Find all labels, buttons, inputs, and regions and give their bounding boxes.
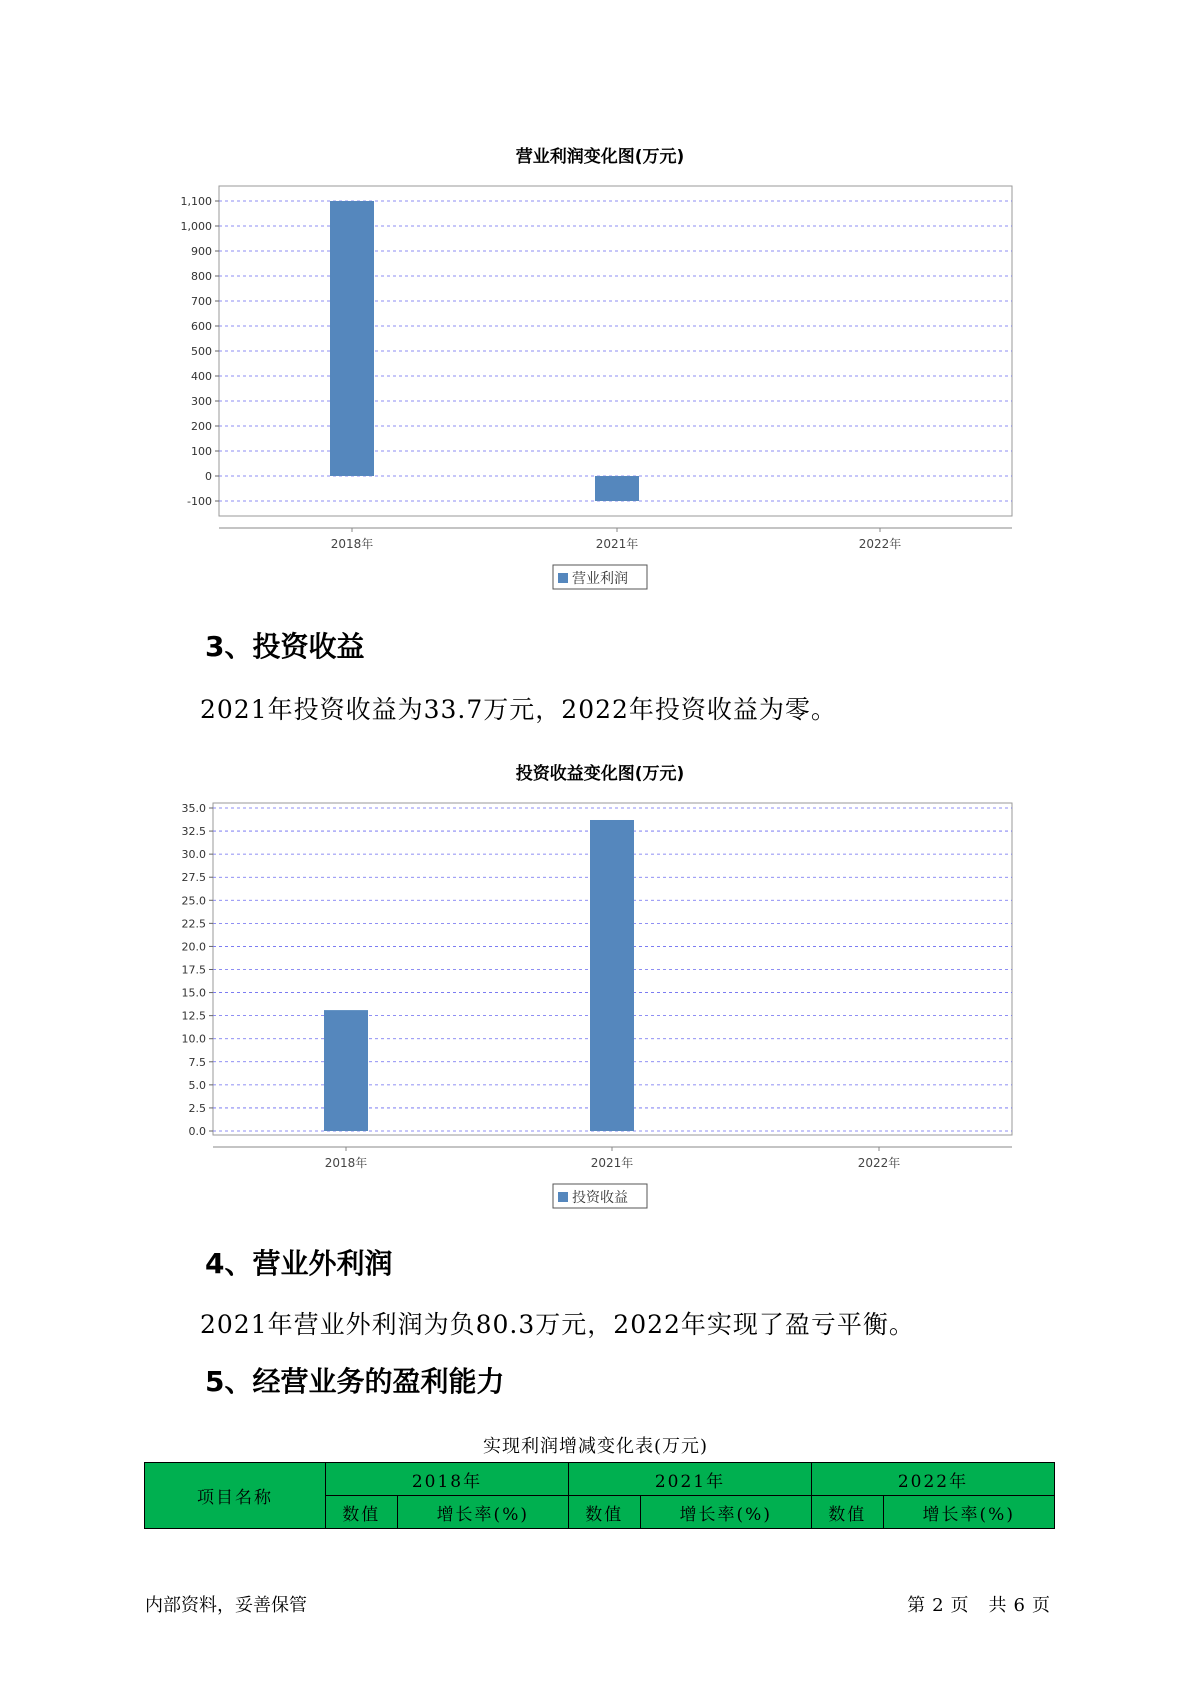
y-tick-label: 200 bbox=[191, 420, 212, 433]
y-tick-label: 20.0 bbox=[181, 940, 206, 954]
page-current: 2 bbox=[932, 1595, 945, 1616]
section-5-heading: 5、经营业务的盈利能力 bbox=[205, 1365, 505, 1398]
y-tick-label: 700 bbox=[191, 295, 212, 308]
y-tick-label: 1,100 bbox=[180, 195, 212, 208]
y-tick-label: 900 bbox=[191, 245, 212, 258]
profit-change-table bbox=[144, 1462, 1055, 1529]
chart-title: 投资收益变化图(万元) bbox=[515, 764, 685, 784]
growth-header-2022: 增长率(%) bbox=[883, 1496, 1054, 1529]
y-tick-label: 300 bbox=[191, 395, 212, 408]
y-tick-label: 5.0 bbox=[188, 1078, 206, 1092]
y-tick-label: 0 bbox=[205, 470, 212, 483]
y-tick-label: 0.0 bbox=[188, 1125, 206, 1138]
y-tick-label: 1,000 bbox=[180, 220, 212, 233]
growth-header-2021: 增长率(%) bbox=[640, 1496, 811, 1529]
year-header-2021: 2021年 bbox=[568, 1463, 811, 1496]
y-tick-label: 400 bbox=[191, 370, 212, 383]
x-tick-label: 2021年 bbox=[595, 537, 639, 551]
y-tick-label: 15.0 bbox=[181, 986, 206, 1000]
x-tick-label: 2018年 bbox=[330, 537, 374, 551]
year-header-2018: 2018年 bbox=[326, 1463, 569, 1496]
section-4-heading: 4、营业外利润 bbox=[205, 1247, 393, 1280]
y-tick-label: 22.5 bbox=[181, 917, 206, 931]
y-tick-label: 35.0 bbox=[181, 802, 206, 815]
table-caption: 实现利润增减变化表(万元) bbox=[482, 1436, 709, 1457]
legend-swatch bbox=[558, 573, 568, 583]
y-tick-label: 800 bbox=[191, 270, 212, 283]
y-tick-label: 25.0 bbox=[181, 894, 206, 908]
y-tick-label: -100 bbox=[187, 495, 212, 508]
section-3-text: 2021年投资收益为33.7万元，2022年投资收益为零。 bbox=[200, 695, 837, 724]
page-mid: 页 共 bbox=[950, 1595, 1008, 1616]
x-tick-label: 2018年 bbox=[324, 1156, 368, 1170]
x-tick-label: 2022年 bbox=[858, 537, 902, 551]
growth-header-2018: 增长率(%) bbox=[397, 1496, 568, 1529]
y-tick-label: 2.5 bbox=[188, 1101, 206, 1115]
y-tick-label: 100 bbox=[191, 445, 212, 458]
investment-income-chart bbox=[0, 755, 1191, 1219]
legend-label: 营业利润 bbox=[572, 571, 628, 587]
y-tick-label: 32.5 bbox=[181, 825, 206, 839]
legend-swatch bbox=[558, 1192, 568, 1202]
page-total: 6 bbox=[1013, 1595, 1026, 1616]
footer-confidential-note: 内部资料，妥善保管 bbox=[145, 1595, 307, 1616]
x-tick-label: 2022年 bbox=[857, 1156, 901, 1170]
operating-profit-chart-svg bbox=[0, 138, 1191, 598]
investment-income-chart-svg bbox=[0, 755, 1191, 1215]
page-prefix: 第 bbox=[907, 1595, 927, 1616]
bar bbox=[330, 201, 374, 476]
y-tick-label: 7.5 bbox=[188, 1055, 206, 1069]
table-header-row-years bbox=[145, 1463, 1055, 1496]
operating-profit-chart bbox=[0, 138, 1191, 602]
item-name-header: 项目名称 bbox=[145, 1463, 326, 1529]
y-tick-label: 10.0 bbox=[181, 1032, 206, 1046]
footer-page-number bbox=[904, 1591, 1054, 1617]
y-tick-label: 600 bbox=[191, 320, 212, 333]
section-4-text: 2021年营业外利润为负80.3万元，2022年实现了盈亏平衡。 bbox=[200, 1310, 915, 1339]
chart-title: 营业利润变化图(万元) bbox=[515, 147, 685, 167]
page-suffix: 页 bbox=[1032, 1595, 1051, 1616]
bar bbox=[595, 476, 639, 501]
y-tick-label: 30.0 bbox=[181, 848, 206, 862]
y-tick-label: 27.5 bbox=[181, 871, 206, 885]
section-3-heading: 3、投资收益 bbox=[205, 630, 365, 663]
value-header-2018: 数值 bbox=[326, 1496, 398, 1529]
chart-legend bbox=[553, 1184, 647, 1208]
bar bbox=[324, 1010, 368, 1131]
bar bbox=[590, 820, 634, 1131]
year-header-2022: 2022年 bbox=[811, 1463, 1054, 1496]
x-tick-label: 2021年 bbox=[590, 1156, 634, 1170]
y-tick-label: 17.5 bbox=[181, 963, 206, 977]
legend-label: 投资收益 bbox=[572, 1190, 628, 1206]
value-header-2022: 数值 bbox=[811, 1496, 883, 1529]
value-header-2021: 数值 bbox=[568, 1496, 640, 1529]
chart-legend bbox=[553, 565, 647, 589]
y-tick-label: 500 bbox=[191, 345, 212, 358]
y-tick-label: 12.5 bbox=[181, 1009, 206, 1023]
